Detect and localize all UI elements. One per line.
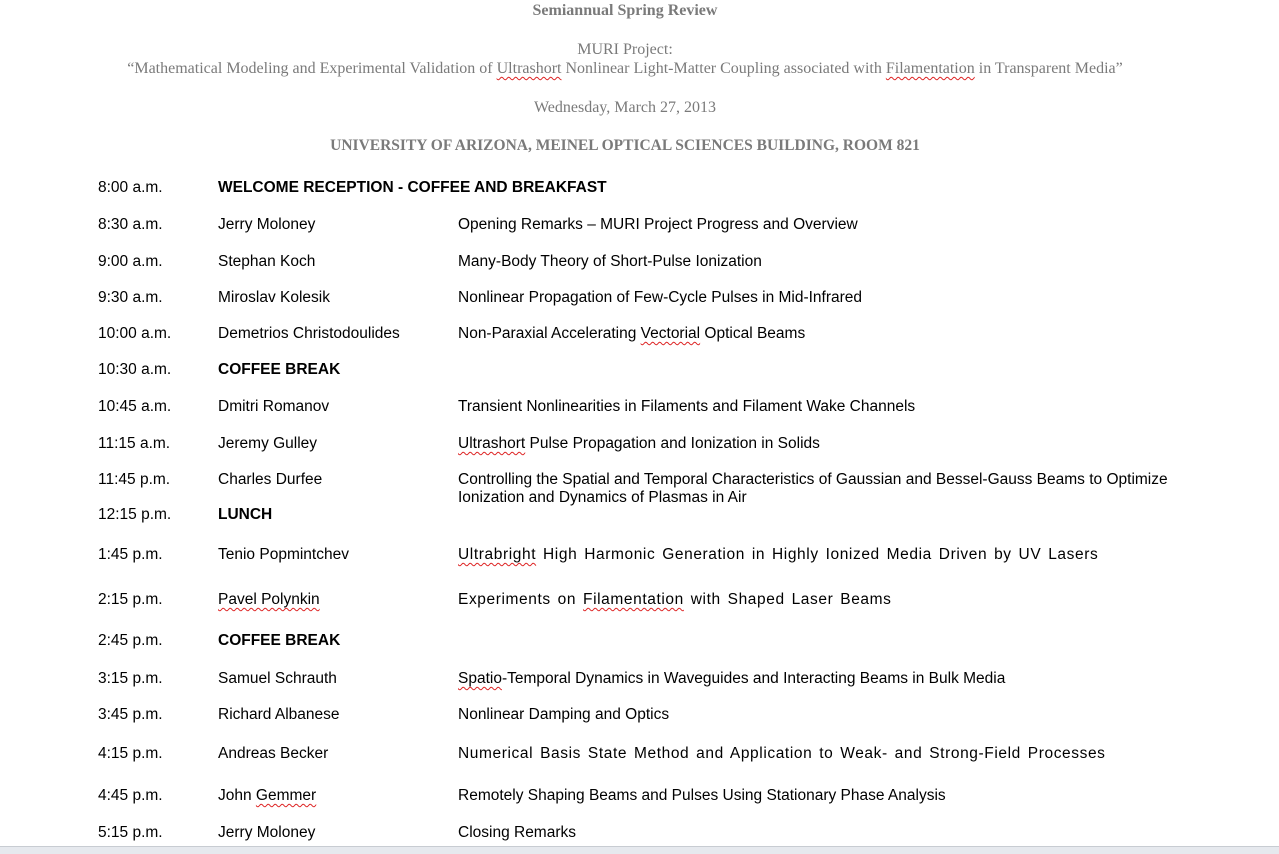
session-speaker: Jeremy Gulley <box>218 435 318 452</box>
talk-part-misspelled: Ultrabright <box>458 546 537 563</box>
session-event: COFFEE BREAK <box>218 632 341 649</box>
session-talk: Nonlinear Damping and Optics <box>458 706 670 723</box>
session-speaker: Charles Durfee <box>218 471 323 488</box>
session-time: 8:30 a.m. <box>98 216 163 233</box>
session-time: 9:00 a.m. <box>98 253 163 270</box>
talk-part-misspelled: Vectorial <box>640 325 701 342</box>
session-time: 11:45 p.m. <box>98 471 171 488</box>
session-talk: Many-Body Theory of Short-Pulse Ionization <box>458 253 762 270</box>
session-speaker: Tenio Popmintchev <box>218 546 349 563</box>
session-talk <box>458 591 1198 609</box>
session-talk <box>458 546 1198 564</box>
talk-part: Optical Beams <box>700 325 806 342</box>
talk-part-misspelled: Ultrashort <box>458 435 526 452</box>
session-time: 10:30 a.m. <box>98 361 172 378</box>
session-time: 2:15 p.m. <box>98 591 163 608</box>
session-time: 12:15 p.m. <box>98 506 172 523</box>
session-time: 9:30 a.m. <box>98 289 163 306</box>
session-time: 3:15 p.m. <box>98 670 163 687</box>
title-part: Nonlinear Light-Matter Coupling associated with <box>561 60 886 77</box>
title-part: “Mathematical Modeling and Experimental Validation of <box>127 60 497 77</box>
session-time: 4:15 p.m. <box>98 745 163 762</box>
session-speaker: Jerry Moloney <box>218 216 316 233</box>
talk-part-misspelled: Spatio <box>458 670 502 687</box>
session-time: 2:45 p.m. <box>98 632 163 649</box>
session-talk: Transient Nonlinearities in Filaments and Filament Wake Channels <box>458 398 916 415</box>
session-speaker: Stephan Koch <box>218 253 316 270</box>
session-speaker: Richard Albanese <box>218 706 340 723</box>
session-speaker: Demetrios Christodoulides <box>218 325 400 342</box>
title-part-misspelled: Filamentation <box>885 60 975 77</box>
talk-part: Non-Paraxial Accelerating <box>458 325 641 342</box>
session-time: 4:45 p.m. <box>98 787 163 804</box>
talk-part-misspelled: Filamentation <box>583 591 684 608</box>
session-time: 5:15 p.m. <box>98 824 163 841</box>
session-time: 3:45 p.m. <box>98 706 163 723</box>
session-event: WELCOME RECEPTION - COFFEE AND BREAKFAST <box>218 179 607 196</box>
session-time: 10:45 a.m. <box>98 398 172 415</box>
session-speaker: Pavel Polynkin <box>218 591 320 608</box>
session-talk: Remotely Shaping Beams and Pulses Using Stationary Phase Analysis <box>458 787 946 804</box>
title-part: in Transparent Media” <box>974 60 1123 77</box>
speaker-part: John <box>218 787 256 804</box>
session-talk: Numerical Basis State Method and Application to Weak- and Strong-Field Processes <box>458 745 1106 762</box>
session-speaker: Samuel Schrauth <box>218 670 337 687</box>
talk-part: High Harmonic Generation in Highly Ionized Media Driven by UV Lasers <box>536 546 1099 563</box>
session-time: 11:15 a.m. <box>98 435 171 452</box>
session-speaker: Dmitri Romanov <box>218 398 330 415</box>
session-talk: Controlling the Spatial and Temporal Characteristics of Gaussian and Bessel-Gauss Beams to Optimize Ionization and Dynamics of Plasmas in Air <box>458 471 1168 506</box>
session-talk <box>458 325 1198 343</box>
talk-part: Pulse Propagation and Ionization in Solids <box>525 435 820 452</box>
session-time: 1:45 p.m. <box>98 546 163 563</box>
project-label: MURI Project: <box>577 41 673 58</box>
event-location: UNIVERSITY OF ARIZONA, MEINEL OPTICAL SCIENCES BUILDING, ROOM 821 <box>330 137 920 154</box>
session-speaker: Jerry Moloney <box>218 824 316 841</box>
title-part-misspelled: Ultrashort <box>496 60 562 77</box>
session-speaker: Miroslav Kolesik <box>218 289 330 306</box>
session-talk: Opening Remarks – MURI Project Progress and Overview <box>458 216 858 233</box>
session-event: COFFEE BREAK <box>218 361 341 378</box>
session-speaker: Andreas Becker <box>218 745 329 762</box>
session-talk: Closing Remarks <box>458 824 577 841</box>
session-time: 10:00 a.m. <box>98 325 172 342</box>
session-talk: Nonlinear Propagation of Few-Cycle Pulses in Mid-Infrared <box>458 289 863 306</box>
session-event: LUNCH <box>218 506 273 523</box>
talk-part: -Temporal Dynamics in Waveguides and Interacting Beams in Bulk Media <box>501 670 1006 687</box>
project-full-title <box>0 60 1250 78</box>
session-speaker <box>218 787 316 805</box>
talk-part: Experiments on <box>458 591 583 608</box>
talk-part: with Shaped Laser Beams <box>683 591 892 608</box>
session-talk <box>458 670 1198 688</box>
document-title: Semiannual Spring Review <box>532 2 718 19</box>
session-time: 8:00 a.m. <box>98 179 163 196</box>
event-date: Wednesday, March 27, 2013 <box>533 99 717 116</box>
session-talk <box>458 435 1198 453</box>
speaker-part-misspelled: Gemmer <box>255 787 317 804</box>
